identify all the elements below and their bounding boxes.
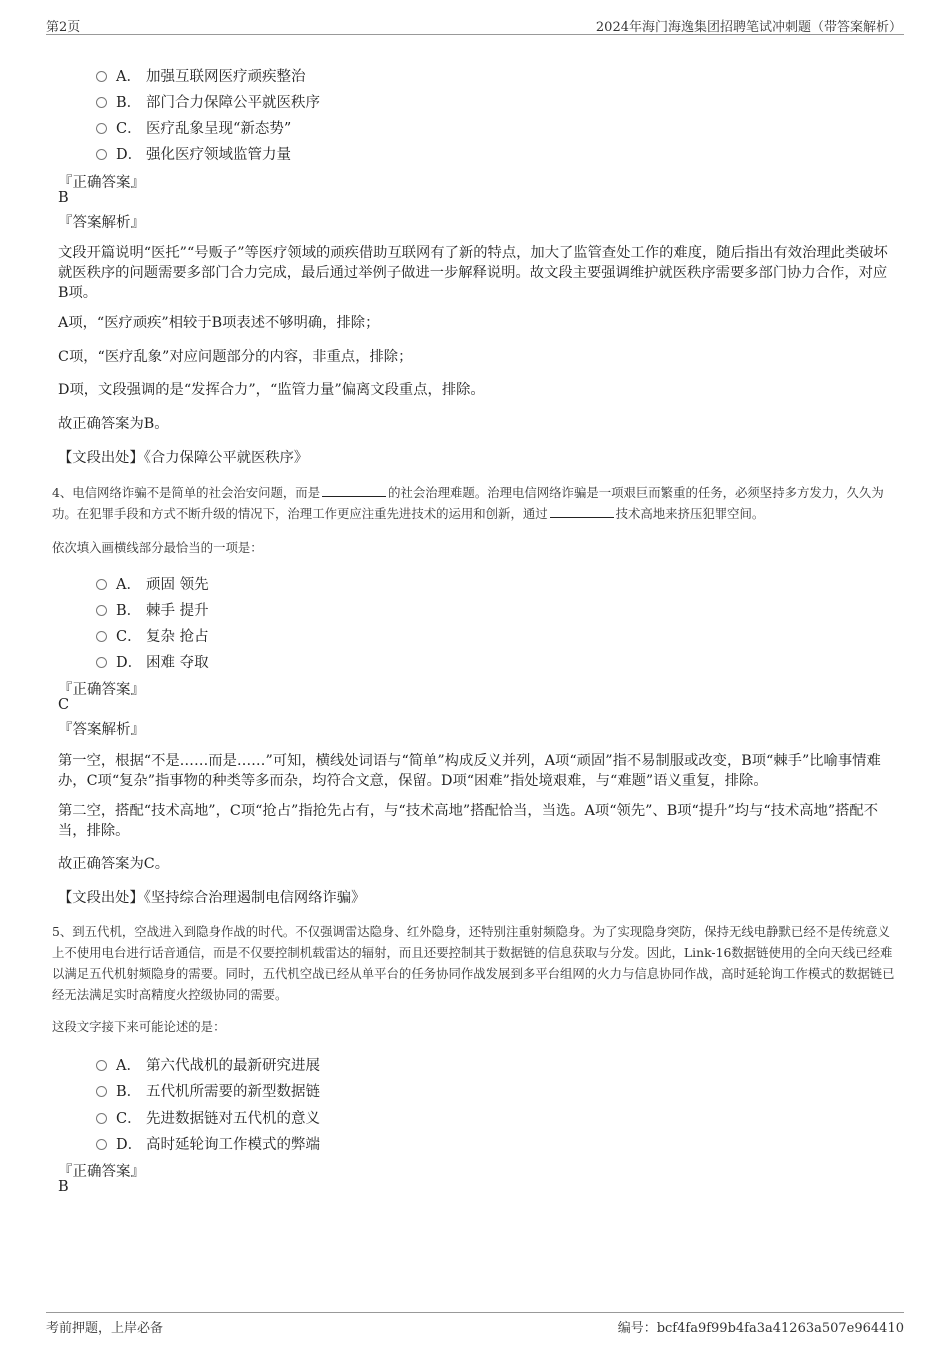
- analysis-paragraph: 文段开篇说明“医托”“号贩子”等医疗领域的顽疾借助互联网有了新的特点，加大了监管查处工作的难度，随后指出有效治理此类破坏就医秩序的问题需要多部门合力完成，最后通过举例子做进一步解释说明。故文段主要强调维护就医秩序需要多部门协力合作，对应B项。: [58, 245, 888, 301]
- analysis-paragraph: A项，“医疗顽疾”相较于B项表述不够明确，排除；: [58, 315, 380, 331]
- source-citation: 【文段出处】《合力保障公平就医秩序》: [58, 450, 309, 466]
- analysis-conclusion: 故正确答案为B。: [58, 416, 169, 432]
- question-4-prompt: 依次填入画横线部分最恰当的一项是：: [52, 540, 263, 555]
- page-number: 第2页: [46, 20, 81, 35]
- answer-label: 『正确答案』: [58, 682, 145, 698]
- analysis-label: 『答案解析』: [58, 722, 145, 738]
- document-title: 2024年海门海逸集团招聘笔试冲刺题（带答案解析）: [595, 20, 902, 35]
- page-footer: [46, 1312, 904, 1337]
- radio-icon[interactable]: [96, 1113, 107, 1124]
- footer-slogan: 考前押题，上岸必备: [46, 1321, 164, 1336]
- radio-icon[interactable]: [96, 71, 107, 82]
- analysis-paragraph: 第二空，搭配“技术高地”，C项“抢占”指抢先占有，与“技术高地”搭配恰当，当选。A项“领先”、B项“提升”均与“技术高地”搭配不当，排除。: [58, 803, 879, 839]
- page-header: [46, 14, 904, 35]
- document-code: 编号：bcf4fa9f99b4fa3a41263a507e964410: [617, 1321, 904, 1336]
- analysis-paragraph: C项，“医疗乱象”对应问题部分的内容，非重点，排除；: [58, 349, 413, 365]
- radio-icon[interactable]: [96, 631, 107, 642]
- radio-icon[interactable]: [96, 149, 107, 160]
- question-5-prompt: 这段文字接下来可能论述的是：: [52, 1019, 226, 1034]
- answer-label: 『正确答案』: [58, 175, 145, 191]
- radio-icon[interactable]: [96, 1060, 107, 1071]
- radio-icon[interactable]: [96, 1086, 107, 1097]
- question-5-stem: 5、到五代机，空战进入到隐身作战的时代。不仅强调雷达隐身、红外隐身，还特别注重射频隐身。为了实现隐身突防，保持无线电静默已经不是传统意义上不使用电台进行话音通信，而是不仅要控制机载雷达的辐射，而且还要控制其于数据链的信息获取与分发。因此，Link-16数据链使用的全向天线已经难以满足五代机射频隐身的需要。同时，五代机空战已经从单平台的任务协同作战发展到多平台组网的火力与信息协同作战，高时延轮询工作模式的数据链已经无法满足实时高精度火控级协同的需要。: [52, 924, 895, 1002]
- answer-label: 『正确答案』: [58, 1164, 145, 1180]
- analysis-conclusion: 故正确答案为C。: [58, 856, 170, 872]
- radio-icon[interactable]: [96, 97, 107, 108]
- fill-blank[interactable]: [550, 505, 614, 518]
- fill-blank[interactable]: [322, 484, 386, 497]
- radio-icon[interactable]: [96, 657, 107, 668]
- answer-value: B: [58, 190, 69, 206]
- answer-value: B: [58, 1179, 69, 1195]
- radio-icon[interactable]: [96, 1139, 107, 1150]
- radio-icon[interactable]: [96, 123, 107, 134]
- analysis-paragraph: D项，文段强调的是“发挥合力”，“监管力量”偏离文段重点，排除。: [58, 382, 485, 398]
- analysis-label: 『答案解析』: [58, 215, 145, 231]
- radio-icon[interactable]: [96, 579, 107, 590]
- question-4-stem: 4、电信网络诈骗不是简单的社会治安问题，而是 的社会治理难题。治理电信网络诈骗是一项艰巨而繁重的任务，必须坚持多方发力，久久为功。在犯罪手段和方式不断升级的情况下，治理工作更应注重先进技术的运用和创新，通过 技术高地来挤压犯罪空间。: [52, 485, 884, 521]
- answer-value: C: [58, 697, 70, 713]
- radio-icon[interactable]: [96, 605, 107, 616]
- source-citation: 【文段出处】《坚持综合治理遏制电信网络诈骗》: [58, 890, 366, 906]
- analysis-paragraph: 第一空，根据“不是……而是……”可知，横线处词语与“简单”构成反义并列，A项“顽固”指不易制服或改变，B项“棘手”比喻事情难办，C项“复杂”指事物的种类等多而杂，均符合文意，保留。D项“困难”指处境艰难，与“难题”语义重复，排除。: [58, 753, 881, 789]
